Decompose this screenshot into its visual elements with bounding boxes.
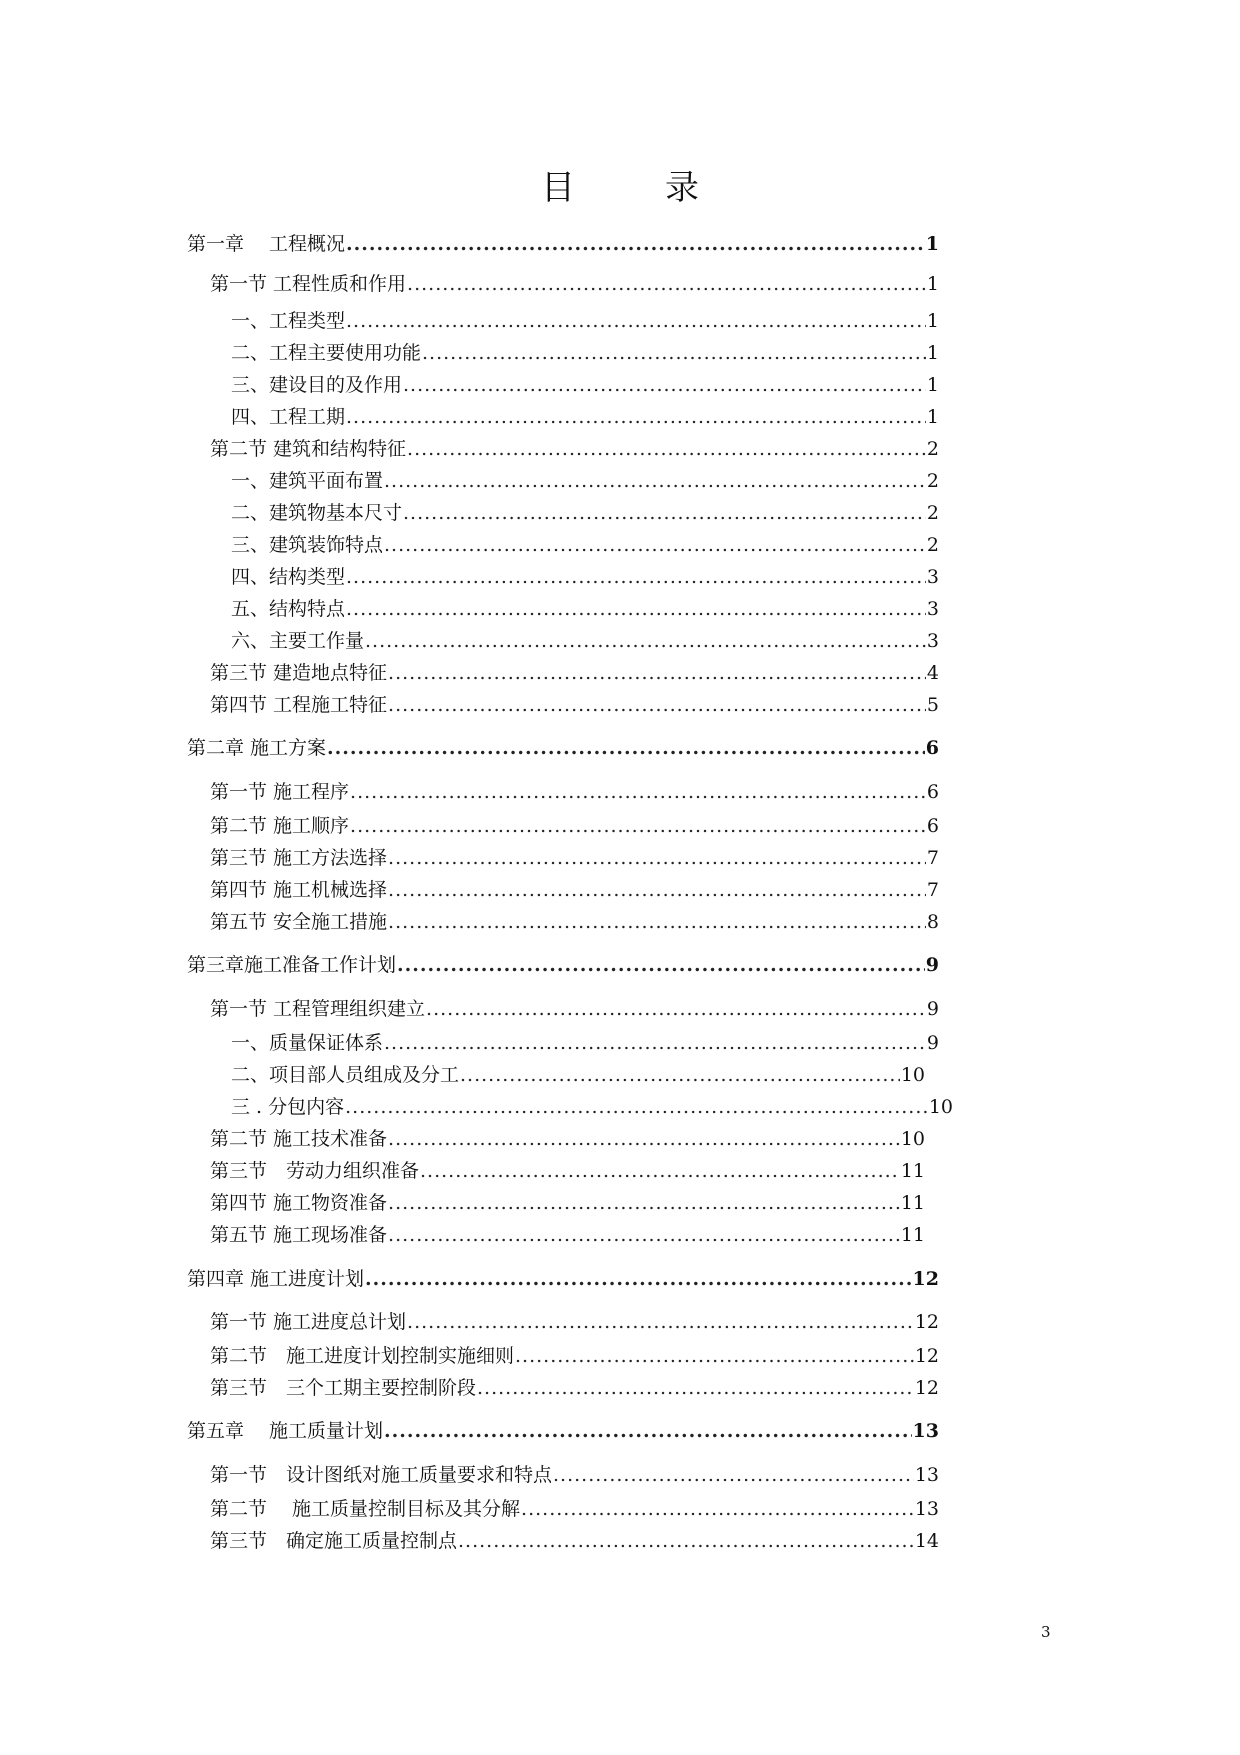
toc-entry-section[interactable]: 第四节 施工物资准备 ..... 11 (210, 1191, 925, 1215)
toc-entry-chapter-3[interactable]: 第三章施工准备工作计划 ..... 9 (187, 953, 939, 977)
toc-entry-section[interactable]: 第二节 施工质量控制目标及其分解 ..... 13 (210, 1497, 939, 1521)
toc-entry-section[interactable]: 第一节 工程性质和作用 ..... 1 (210, 272, 939, 296)
toc-entry-item[interactable]: 三、建设目的及作用 ..... 1 (231, 373, 939, 397)
toc-title-char-2: 录 (665, 168, 699, 208)
toc-entry-section[interactable]: 第二节 施工技术准备 ..... 10 (210, 1127, 925, 1151)
toc-entry-section[interactable]: 第三节 建造地点特征 ..... 4 (210, 661, 939, 685)
toc-entry-section[interactable]: 第三节 三个工期主要控制阶段 ..... 12 (210, 1376, 939, 1400)
toc-entry-section[interactable]: 第一节 施工程序 ..... 6 (210, 780, 939, 804)
toc-title (0, 160, 1240, 209)
toc-entry-item[interactable]: 二、项目部人员组成及分工 ..... 10 (231, 1063, 925, 1087)
toc-entry-item[interactable]: 六、主要工作量 ..... 3 (231, 629, 939, 653)
toc-entry-section[interactable]: 第二节 施工进度计划控制实施细则 ..... 12 (210, 1344, 939, 1368)
toc-entry-section[interactable]: 第五节 施工现场准备 ..... 11 (210, 1223, 925, 1247)
toc-entry-section[interactable]: 第二节 建筑和结构特征 ..... 2 (210, 437, 939, 461)
toc-entry-section[interactable]: 第四节 工程施工特征 ..... 5 (210, 693, 939, 717)
toc-entry-chapter-4[interactable]: 第四章 施工进度计划 ..... 12 (187, 1267, 939, 1291)
toc-entry-section[interactable]: 第五节 安全施工措施 ..... 8 (210, 910, 939, 934)
toc-entry-section[interactable]: 第二节 施工顺序 ..... 6 (210, 814, 939, 838)
toc-entry-item[interactable]: 二、工程主要使用功能 ..... 1 (231, 341, 939, 365)
toc-entry-item[interactable]: 一、工程类型 ..... 1 (231, 309, 939, 333)
toc-entry-section[interactable]: 第一节 设计图纸对施工质量要求和特点 ..... 13 (210, 1463, 939, 1487)
page-number: 3 (1041, 1623, 1051, 1641)
toc-entry-chapter-1[interactable]: 第一章 工程概况 ..... 1 (187, 232, 939, 256)
toc-entry-item[interactable]: 三、建筑装饰特点 ..... 2 (231, 533, 939, 557)
toc-entry-section[interactable]: 第一节 施工进度总计划 ..... 12 (210, 1310, 939, 1334)
toc-entry-item[interactable]: 一、质量保证体系 ..... 9 (231, 1031, 939, 1055)
toc-entry-section[interactable]: 第三节 劳动力组织准备 ..... 11 (210, 1159, 925, 1183)
toc-title-char-1: 目 (541, 168, 575, 208)
toc-entry-section[interactable]: 第四节 施工机械选择 ..... 7 (210, 878, 939, 902)
toc-entry-item[interactable]: 五、结构特点 ..... 3 (231, 597, 939, 621)
toc-entry-section[interactable]: 第三节 施工方法选择 ..... 7 (210, 846, 939, 870)
toc-entry-item[interactable]: 四、工程工期 ..... 1 (231, 405, 939, 429)
toc-entry-chapter-2[interactable]: 第二章 施工方案 ..... 6 (187, 736, 939, 760)
toc-entry-item[interactable]: 三 . 分包内容 ..... 10 (231, 1095, 953, 1119)
toc-entry-item[interactable]: 一、建筑平面布置 ..... 2 (231, 469, 939, 493)
toc-entry-section[interactable]: 第三节 确定施工质量控制点 ..... 14 (210, 1529, 939, 1553)
toc-entry-section[interactable]: 第一节 工程管理组织建立 ..... 9 (210, 997, 939, 1021)
toc-entry-chapter-5[interactable]: 第五章 施工质量计划 ..... 13 (187, 1419, 939, 1443)
toc-entry-item[interactable]: 二、建筑物基本尺寸 ..... 2 (231, 501, 939, 525)
toc-entry-item[interactable]: 四、结构类型 ..... 3 (231, 565, 939, 589)
